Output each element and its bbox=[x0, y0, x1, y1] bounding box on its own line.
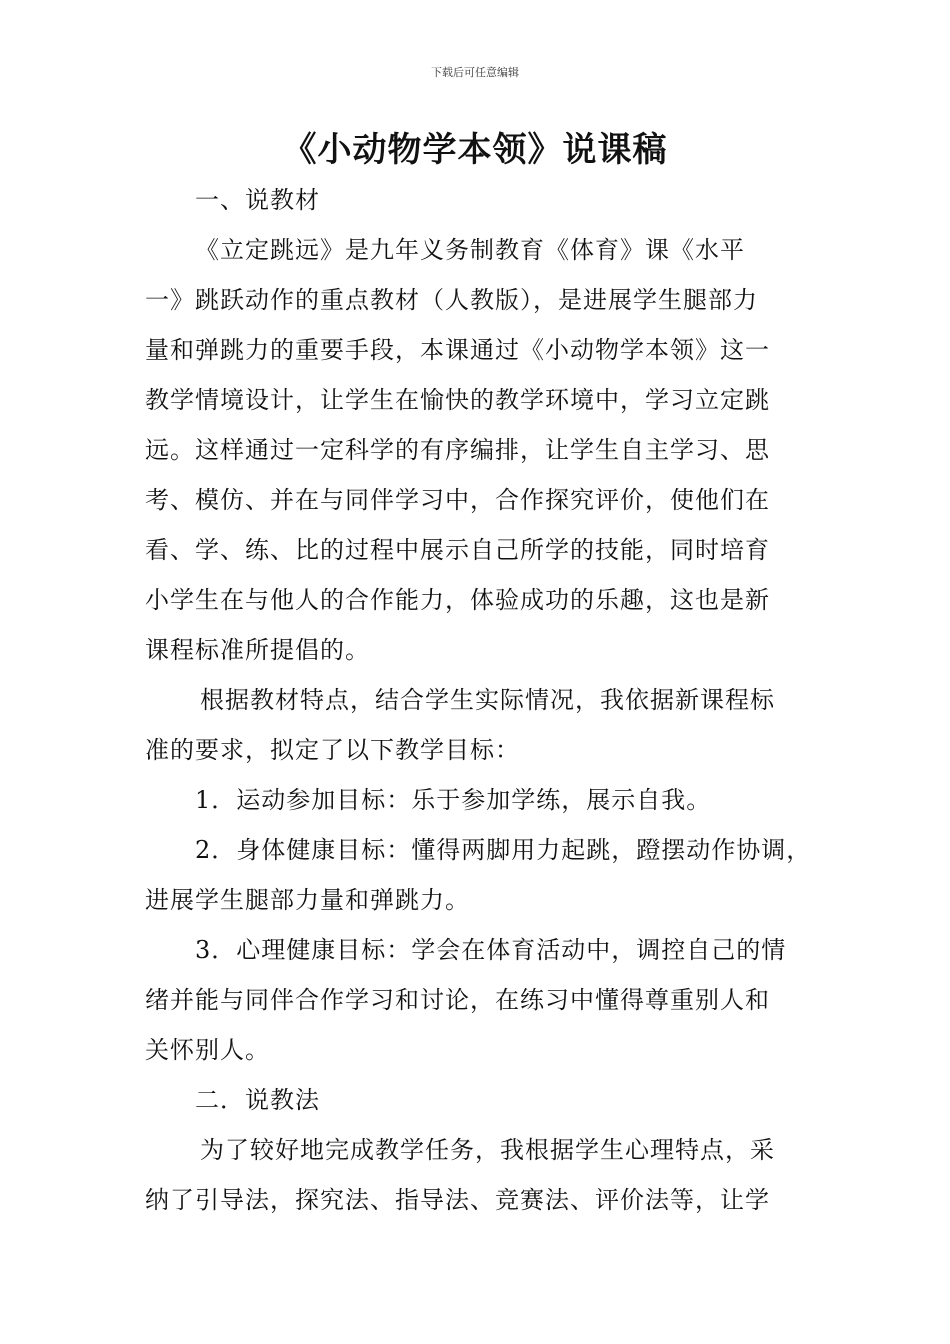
paragraph-line: 纳了引导法，探究法、指导法、竞赛法、评价法等，让学 bbox=[145, 1186, 770, 1214]
paragraph-line: 进展学生腿部力量和弹跳力。 bbox=[145, 886, 470, 914]
paragraph-line: 考、模仿、并在与同伴学习中，合作探究评价，使他们在 bbox=[145, 486, 770, 514]
list-item: 2．身体健康目标：懂得两脚用力起跳，蹬摆动作协调， bbox=[195, 836, 812, 864]
list-item: 1．运动参加目标：乐于参加学练，展示自我。 bbox=[195, 786, 712, 814]
document-title: 《小动物学本领》说课稿 bbox=[282, 130, 668, 170]
paragraph-line: 教学情境设计，让学生在愉快的教学环境中，学习立定跳 bbox=[145, 386, 770, 414]
paragraph-line: 一》跳跃动作的重点教材（人教版），是进展学生腿部力 bbox=[145, 286, 758, 314]
page-header: 下载后可任意编辑 bbox=[431, 66, 519, 79]
paragraph-line: 《立定跳远》是九年义务制教育《体育》课《水平 bbox=[195, 236, 745, 264]
paragraph-line: 量和弹跳力的重要手段，本课通过《小动物学本领》这一 bbox=[145, 336, 770, 364]
paragraph-line: 绪并能与同伴合作学习和讨论，在练习中懂得尊重别人和 bbox=[145, 986, 770, 1014]
section-heading: 一、说教材 bbox=[195, 186, 320, 214]
paragraph-line: 准的要求，拟定了以下教学目标： bbox=[145, 736, 520, 764]
paragraph-line: 远。这样通过一定科学的有序编排，让学生自主学习、思 bbox=[145, 436, 770, 464]
paragraph-line: 根据教材特点，结合学生实际情况，我依据新课程标 bbox=[200, 686, 775, 714]
paragraph-line: 课程标准所提倡的。 bbox=[145, 636, 370, 664]
paragraph-line: 关怀别人。 bbox=[145, 1036, 270, 1064]
paragraph-line: 为了较好地完成教学任务，我根据学生心理特点，采 bbox=[200, 1136, 775, 1164]
paragraph-line: 看、学、练、比的过程中展示自己所学的技能，同时培育 bbox=[145, 536, 770, 564]
section-heading: 二．说教法 bbox=[195, 1086, 320, 1114]
list-item: 3．心理健康目标：学会在体育活动中，调控自己的情 bbox=[195, 936, 787, 964]
paragraph-line: 小学生在与他人的合作能力，体验成功的乐趣，这也是新 bbox=[145, 586, 770, 614]
